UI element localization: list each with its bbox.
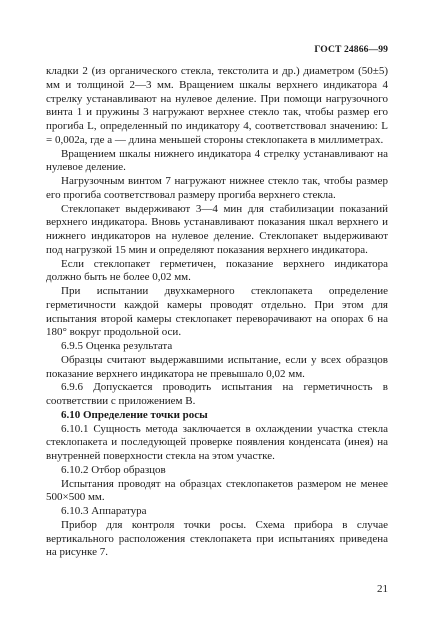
subsection-heading: 6.10.3 Аппаратура (61, 505, 147, 517)
paragraph: Нагрузочным винтом 7 нагружают нижнее стекло так, чтобы размер его прогиба соответствовал размеру прогиба верхнего стекла. (46, 175, 388, 201)
subsection-heading: 6.10.2 Отбор образцов (61, 463, 166, 476)
paragraph: Вращением шкалы нижнего индикатора 4 стрелку устанавливают на нулевое деление. (46, 147, 388, 174)
paragraph: Образцы считают выдержавшими испытание, если у всех образцов показание верхнего индикатора не превышало 0,02 мм. (46, 353, 388, 380)
subsection-heading: 6.9.5 Оценка результата (61, 340, 173, 352)
section-heading: 6.10 Определение точки росы (61, 408, 208, 421)
paragraph: Испытания проводят на образцах стеклопакетов размером не менее 500×500 мм. (46, 477, 388, 504)
page-number: 21 (377, 583, 388, 595)
paragraph: 6.10.1 Сущность метода заключается в охлаждении участка стекла стеклопакета и последующей проверке появления конденсата (инея) на внутренней поверхности стекла на этом участке. (46, 422, 388, 462)
paragraph: Стеклопакет выдерживают 3—4 мин для стабилизации показаний верхнего индикатора. Вновь устанавливают показания шкал верхнего и нижнего индикаторов на нулевое деление. Стеклопакет выдерживают под нагрузкой 15 мин и определяют показания верхнего индикатора. (46, 202, 388, 256)
paragraph: Прибор для контроля точки росы. Схема прибора в случае вертикального расположения стеклопакета при испытаниях приведена на рисунке 7. (46, 518, 388, 559)
paragraph: Если стеклопакет герметичен, показание верхнего индикатора должно быть не более 0,02 мм. (46, 257, 388, 284)
paragraph: 6.9.6 Допускается проводить испытания на герметичность в соответствии с приложением В. (46, 381, 388, 407)
paragraph-continuation: кладки 2 (из органического стекла, текстолита и др.) диаметром (50±5) мм и толщиной 2—3 мм. Вращением шкалы верхнего индикатора 4 стрелку устанавливают на нулевое деление. При помощи нагрузочного винта 1 и пружины 3 нагружают верхнее стекло так, чтобы размер его прогиба L, определенный по индикатору 4, соответствовал значению: L = 0,002a, где a — длина меньшей стороны стеклопакета в миллиметрах. (46, 65, 388, 146)
standard-code-header: ГОСТ 24866—99 (314, 44, 388, 55)
body-text (46, 65, 388, 560)
paragraph: При испытании двухкамерного стеклопакета определение герметичности каждой камеры проводят отдельно. При этом для испытания второй камеры стеклопакет переворачивают на опорах 6 на 180° вокруг продольной оси. (46, 285, 388, 339)
